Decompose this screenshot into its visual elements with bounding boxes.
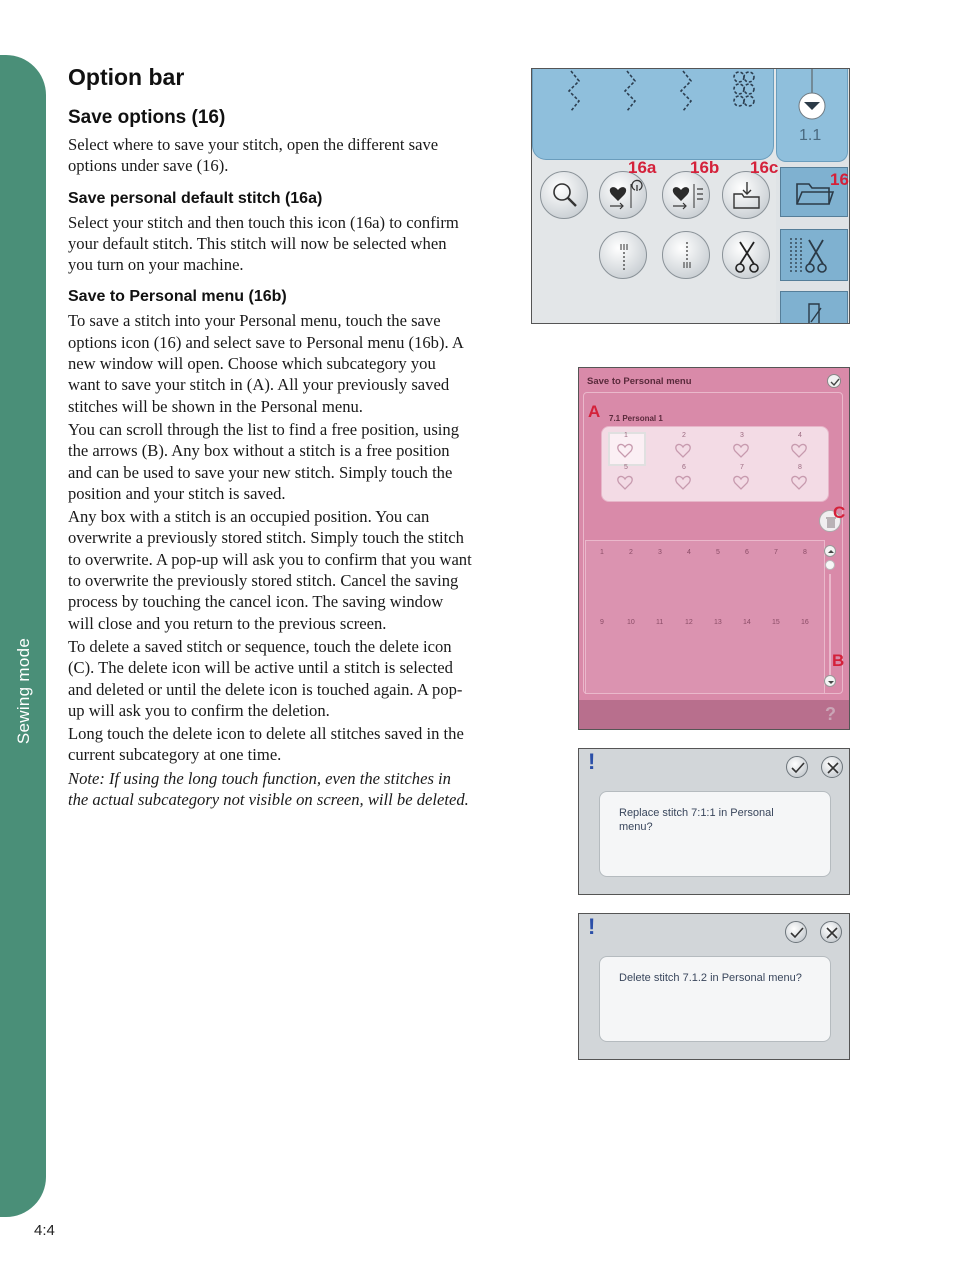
needle-dashed-icon <box>663 232 711 280</box>
cell-number: 2 <box>682 432 686 439</box>
scroll-down-button[interactable] <box>824 675 836 687</box>
heart-stitch-icons <box>602 427 828 501</box>
cancel-button[interactable] <box>821 756 843 778</box>
cell-number: 3 <box>740 432 744 439</box>
window-title: Save to Personal menu <box>587 376 692 387</box>
confirm-button[interactable] <box>785 921 807 943</box>
label-16b: 16b <box>690 158 720 177</box>
list-number: 1 <box>600 549 604 556</box>
label-b: B <box>832 651 845 670</box>
pencil-icon <box>781 292 847 324</box>
stitch-patterns-icon <box>533 69 773 159</box>
cell-number: 7 <box>740 464 744 471</box>
right-panel <box>776 69 850 324</box>
sidebar-label: Sewing mode <box>14 637 33 745</box>
warning-icon: ! <box>588 914 596 939</box>
list-number: 5 <box>716 549 720 556</box>
list-number: 3 <box>658 549 662 556</box>
popup-message: Delete stitch 7.1.2 in Personal menu? <box>619 972 802 984</box>
intro-paragraph: Select where to save your stitch, open the different save options under save (16). <box>68 135 439 176</box>
right-panel-top <box>776 69 848 162</box>
close-icon <box>822 757 844 779</box>
list-number: 6 <box>745 549 749 556</box>
message-box <box>599 791 831 877</box>
label-16c: 16c <box>750 158 779 177</box>
cell-number: 5 <box>624 464 628 471</box>
paragraph: You can scroll through the list to find a free position, using the arrows (B). Any box without a stitch is a free position and can be used to save your new stitch. Simply touch the position and your stitch is saved. <box>68 419 459 503</box>
list-number: 15 <box>772 619 780 626</box>
list-number: 10 <box>627 619 635 626</box>
needle-position-right-button[interactable] <box>662 231 710 279</box>
close-icon <box>821 922 843 944</box>
label-16: 16 <box>830 170 849 189</box>
list-number: 12 <box>685 619 693 626</box>
sidebar-tab <box>0 55 46 1217</box>
checkmark-icon <box>787 757 809 779</box>
cell-number: 1 <box>624 432 628 439</box>
needle-position-left-button[interactable] <box>599 231 647 279</box>
arrow-down-icon <box>825 676 837 688</box>
list-number: 7 <box>774 549 778 556</box>
arrow-up-icon <box>825 546 837 558</box>
bottom-bar <box>579 700 850 730</box>
magnifier-icon <box>541 172 589 220</box>
stitch-value: 1.1 <box>799 127 822 144</box>
confirm-button[interactable] <box>786 756 808 778</box>
popup-message: Replace stitch 7:1:1 in Personal menu? <box>619 807 774 833</box>
list-number: 4 <box>687 549 691 556</box>
label-16a: 16a <box>628 158 657 177</box>
edit-button[interactable] <box>780 291 848 324</box>
stitch-preview-area <box>532 69 774 160</box>
label-c: C <box>833 503 846 522</box>
save-default-stitch-button[interactable] <box>599 171 647 219</box>
save-to-personal-menu-button[interactable] <box>662 171 710 219</box>
page-title: Option bar <box>68 64 185 90</box>
thread-cut-button[interactable] <box>722 231 770 279</box>
option-bar-screenshot <box>531 68 850 324</box>
cell-number: 8 <box>798 464 802 471</box>
save-to-file-button[interactable] <box>722 171 770 219</box>
paragraph: To delete a saved stitch or sequence, touch the delete icon (C). The delete icon will be active until a stitch is selected and deleted or until the delete icon is touched again. A pop-up will ask you to confirm the deletion. <box>68 636 463 720</box>
help-icon[interactable]: ? <box>825 704 836 724</box>
cell-number: 4 <box>798 432 802 439</box>
warning-icon: ! <box>588 749 596 774</box>
checkmark-icon <box>828 375 842 389</box>
heart-list-icon <box>663 172 711 220</box>
subsection-default-title: Save personal default stitch (16a) <box>68 189 323 207</box>
replace-popup-screenshot <box>578 748 850 895</box>
label-a: A <box>588 402 601 421</box>
note-paragraph: Note: If using the long touch function, even the stitches in the actual subcategory not visible on screen, will be deleted. <box>68 768 469 810</box>
paragraph: Long touch the delete icon to delete all stitches saved in the current subcategory at one time. <box>68 724 464 765</box>
delete-popup-screenshot <box>578 913 850 1060</box>
folder-download-icon <box>723 172 771 220</box>
scissors-icon <box>723 232 771 280</box>
list-number: 16 <box>801 619 809 626</box>
list-number: 9 <box>600 619 604 626</box>
personal-menu-screenshot <box>578 367 850 730</box>
message-box <box>599 956 831 1042</box>
stitch-list <box>585 540 825 694</box>
paragraph: Any box with a stitch is an occupied position. You can overwrite a previously stored stitch. Simply touch the stitch to overwrite. A pop-up will ask you to confirm that you want to overwrite the previously stored stitch. Cancel the saving process by touching the cancel icon. The saving window will close and you return to the previous screen. <box>68 507 472 633</box>
list-number: 11 <box>656 619 664 626</box>
subsection-default-text: Select your stitch and then touch this icon (16a) to confirm your default stitch. This stitch will now be selected when you turn on your machine. <box>68 212 459 275</box>
cut-option-button[interactable] <box>780 229 848 281</box>
subsection-personal-title: Save to Personal menu (16b) <box>68 288 287 306</box>
heart-power-icon <box>600 172 648 220</box>
needle-dashed-icon <box>600 232 648 280</box>
stitch-position-icon <box>777 69 847 129</box>
list-number: 13 <box>714 619 722 626</box>
scrollbar-track[interactable] <box>829 574 831 678</box>
checkmark-icon <box>786 922 808 944</box>
section-title: Save options (16) <box>68 107 226 128</box>
scroll-up-button[interactable] <box>824 545 836 557</box>
paragraph: To save a stitch into your Personal menu, touch the save options icon (16) and select save to Personal menu (16b). A new window will open. Choose which subcategory you want to save your stitch in (A). All your previously saved stitches will be shown in the Personal menu. <box>68 311 463 416</box>
zoom-button[interactable] <box>540 171 588 219</box>
main-content <box>68 62 472 812</box>
list-number: 14 <box>743 619 751 626</box>
scroll-thumb[interactable] <box>825 560 835 570</box>
page-number: 4:4 <box>34 1222 55 1239</box>
list-number: 8 <box>803 549 807 556</box>
subcategory-title[interactable]: 7.1 Personal 1 <box>609 414 663 423</box>
cell-number: 6 <box>682 464 686 471</box>
list-number: 2 <box>629 549 633 556</box>
cancel-button[interactable] <box>820 921 842 943</box>
stitch-grid <box>601 426 829 502</box>
confirm-button[interactable] <box>827 374 841 388</box>
scissors-icon <box>781 230 847 280</box>
